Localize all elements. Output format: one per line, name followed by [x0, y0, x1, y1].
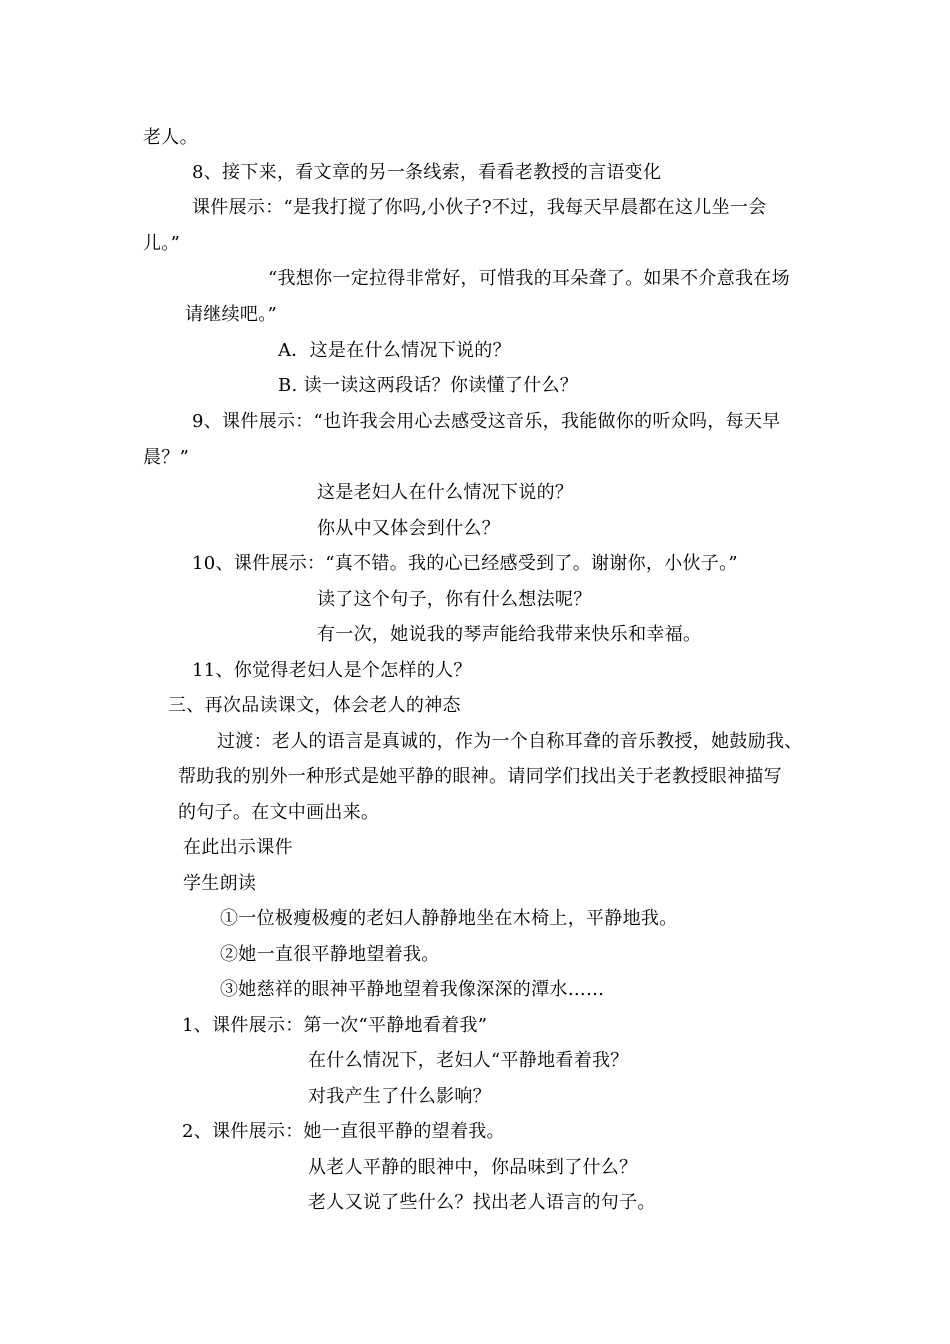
text-line: 的句子。在文中画出来。: [178, 802, 380, 823]
text-line: 儿。”: [143, 233, 181, 254]
text-line: 这是老妇人在什么情况下说的？: [317, 482, 574, 503]
text-line: 9、课件展示：“也许我会用心去感受这音乐，我能做你的听众吗，每天早: [192, 411, 781, 432]
section-heading: 三、再次品读课文，体会老人的神态: [168, 695, 461, 716]
text-line: 从老人平静的眼神中，你品味到了什么？: [308, 1157, 638, 1178]
text-line: 课件展示：“是我打搅了你吗,小伙子?不过，我每天早晨都在这儿坐一会: [192, 197, 767, 218]
text-line: 在此出示课件: [183, 837, 293, 858]
text-line: B. 读一读这两段话？你读懂了什么？: [278, 375, 579, 396]
text-line: ②她一直很平静地望着我。: [220, 944, 440, 965]
text-line: 8、接下来，看文章的另一条线索，看看老教授的言语变化: [192, 162, 662, 183]
text-line: 过渡：老人的语言是真诚的，作为一个自称耳聋的音乐教授，她鼓励我、: [217, 731, 803, 752]
text-line: 请继续吧。”: [185, 304, 278, 325]
text-line: A．这是在什么情况下说的？: [278, 340, 511, 361]
text-line: 晨？”: [143, 447, 190, 468]
text-line: ①一位极瘦极瘦的老妇人静静地坐在木椅上，平静地我。: [220, 908, 678, 929]
text-line: “我想你一定拉得非常好，可惜我的耳朵聋了。如果不介意我在场: [268, 268, 790, 289]
text-line: ③她慈祥的眼神平静地望着我像深深的潭水……: [220, 979, 605, 1000]
text-line: 在什么情况下，老妇人“平静地看着我？: [308, 1050, 629, 1071]
text-line: 帮助我的别外一种形式是她平静的眼神。请同学们找出关于老教授眼神描写: [178, 766, 782, 787]
text-line: 学生朗读: [183, 873, 257, 894]
text-line: 11、你觉得老妇人是个怎样的人？: [192, 660, 472, 681]
text-line: 有一次，她说我的琴声能给我带来快乐和幸福。: [317, 624, 702, 645]
text-line: 10、课件展示：“真不错。我的心已经感受到了。谢谢你，小伙子。”: [192, 553, 738, 574]
text-line: 你从中又体会到什么？: [317, 518, 500, 539]
text-line: 对我产生了什么影响？: [308, 1086, 491, 1107]
text-line: 老人又说了些什么？找出老人语言的句子。: [308, 1192, 656, 1213]
text-line: 读了这个句子，你有什么想法呢？: [317, 589, 592, 610]
text-line: 1、课件展示：第一次“平静地看着我”: [182, 1015, 488, 1036]
text-line: 老人。: [143, 127, 198, 148]
text-line: 2、课件展示：她一直很平静的望着我。: [182, 1121, 505, 1142]
